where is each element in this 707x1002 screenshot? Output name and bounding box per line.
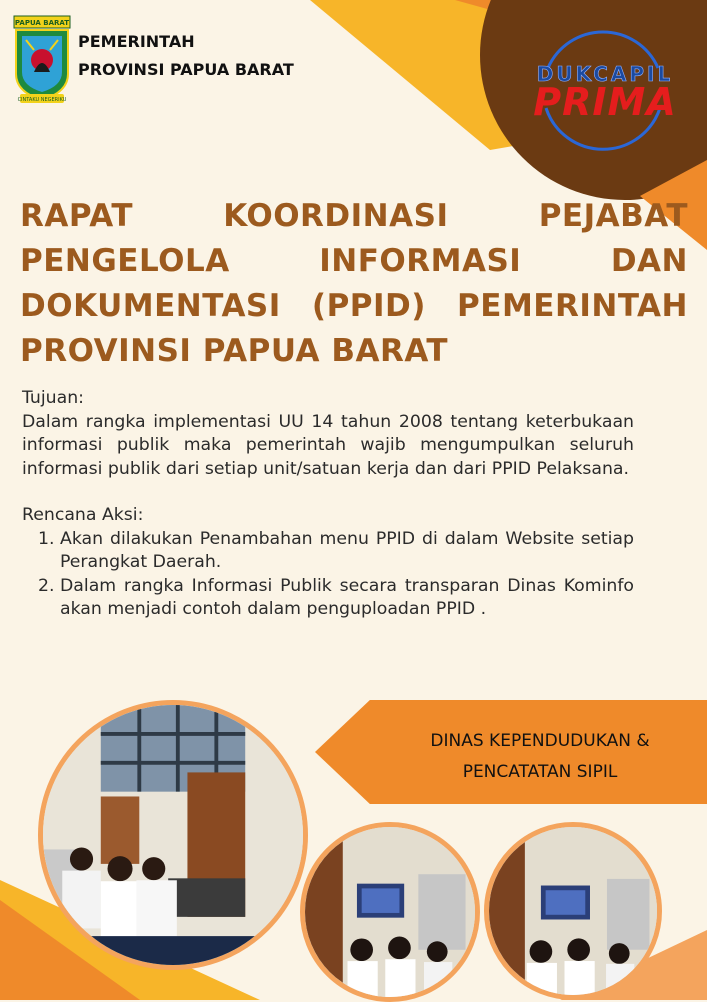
brand-bottom-text: PRIMA xyxy=(533,80,677,124)
action-item-2: 2. Dalam rangka Informasi Publik secara transparan Dinas Kominfo akan menjadi contoh dalam penguploadan PPID . xyxy=(60,575,634,622)
brand-top-text: DUKCAPIL xyxy=(536,62,674,86)
papua-barat-emblem xyxy=(12,14,72,106)
main-title xyxy=(20,194,688,374)
rencana-label: Rencana Aksi: xyxy=(22,505,144,525)
agency-banner-text xyxy=(380,726,700,788)
meeting-photo-2 xyxy=(300,822,480,1002)
gov-line-1: PEMERINTAH xyxy=(78,32,195,51)
banner-line-2: PENCATATAN SIPIL xyxy=(462,762,618,782)
emblem-bottom-text: CINTAKU NEGERIKU xyxy=(17,97,67,103)
emblem-top-text: PAPUA BARAT xyxy=(14,19,70,27)
presentation-illustration-2 xyxy=(489,827,657,995)
dukcapil-prima-logo xyxy=(520,62,690,124)
meeting-room-illustration xyxy=(43,705,303,965)
body-content xyxy=(22,387,634,622)
action-item-1: 1. Akan dilakukan Penambahan menu PPID di dalam Website setiap Perangkat Daerah. xyxy=(60,528,634,575)
title-line-4: PROVINSI PAPUA BARAT xyxy=(20,333,449,369)
meeting-photo-large xyxy=(38,700,308,970)
gov-line-2: PROVINSI PAPUA BARAT xyxy=(78,60,294,79)
tujuan-text: Dalam rangka implementasi UU 14 tahun 2008 tentang keterbukaan informasi publik maka pemerintah wajib mengumpulkan seluruh informasi publik dari setiap unit/satuan kerja dan dari PPID Pelaksana. xyxy=(22,411,634,479)
tujuan-label: Tujuan: xyxy=(22,388,85,408)
title-line-3: DOKUMENTASI (PPID) PEMERINTAH xyxy=(20,288,688,324)
title-line-2: PENGELOLA INFORMASI DAN xyxy=(20,243,688,279)
title-line-1: RAPAT KOORDINASI PEJABAT xyxy=(20,198,688,234)
presentation-illustration-1 xyxy=(305,827,475,997)
action-list xyxy=(22,528,634,622)
meeting-photo-3 xyxy=(484,822,662,1000)
banner-line-1: DINAS KEPENDUDUKAN & xyxy=(430,731,650,751)
government-title xyxy=(78,28,294,84)
